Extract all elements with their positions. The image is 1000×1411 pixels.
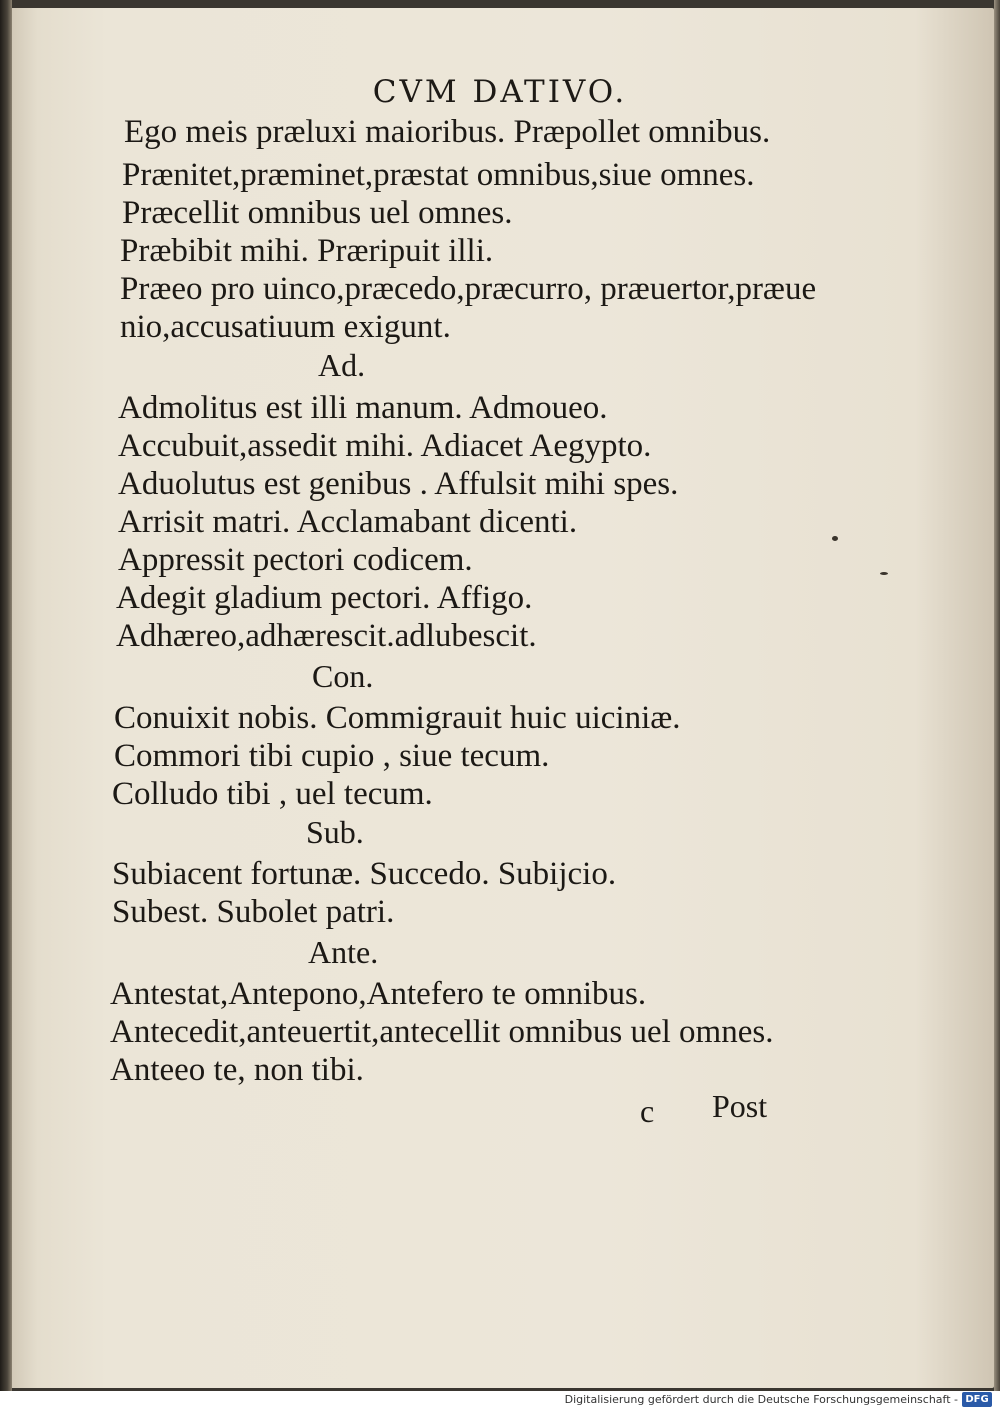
text-line: Accubuit,assedit mihi. Adiacet Aegypto.: [118, 428, 652, 464]
text-line: Aduolutus est genibus . Affulsit mihi spes.: [118, 466, 679, 502]
text-line: Adhæreo,adhærescit.adlubescit.: [116, 618, 537, 654]
section-heading-con: Con.: [312, 658, 374, 694]
running-header: CVM DATIVO.: [372, 74, 628, 110]
text-line: Anteeo te, non tibi.: [110, 1052, 364, 1088]
text-line: Ego meis præluxi maioribus. Præpollet omnibus.: [124, 114, 771, 150]
text-line: nio,accusatiuum exigunt.: [120, 309, 451, 345]
ink-speck: [832, 536, 838, 541]
text-line: Colludo tibi , uel tecum.: [112, 776, 433, 812]
section-heading-ante: Ante.: [308, 934, 379, 970]
text-line: Appressit pectori codicem.: [118, 542, 473, 578]
text-line: Conuixit nobis. Commigrauit huic uiciniæ.: [114, 700, 681, 736]
catchword: Post: [712, 1088, 768, 1124]
dfg-logo-icon: DFG: [962, 1392, 992, 1407]
text-line: Præeo pro uinco,præcedo,præcurro, præuertor,præue: [120, 271, 817, 307]
signature-mark: c: [640, 1093, 655, 1129]
text-line: Subest. Subolet patri.: [112, 894, 395, 930]
credit-bar: [0, 1391, 1000, 1411]
text-line: Arrisit matri. Acclamabant dicenti.: [118, 504, 578, 540]
section-heading-sub: Sub.: [306, 814, 364, 850]
text-line: Adegit gladium pectori. Affigo.: [116, 580, 533, 616]
text-line: Præcellit omnibus uel omnes.: [122, 195, 513, 231]
section-heading-ad: Ad.: [318, 347, 366, 383]
text-line: Commori tibi cupio , siue tecum.: [114, 738, 550, 774]
ink-speck: [880, 572, 888, 575]
text-line: Admolitus est illi manum. Admoueo.: [118, 390, 608, 426]
funding-credit: Digitalisierung gefördert durch die Deutsche Forschungsgemeinschaft -: [564, 1393, 958, 1406]
text-line: Præbibit mihi. Præripuit illi.: [120, 233, 494, 269]
text-line: Antecedit,anteuertit,antecellit omnibus uel omnes.: [110, 1014, 774, 1050]
text-line: Subiacent fortunæ. Succedo. Subijcio.: [112, 856, 617, 892]
text-line: Prænitet,præminet,præstat omnibus,siue omnes.: [122, 157, 755, 193]
text-line: Antestat,Antepono,Antefero te omnibus.: [110, 976, 647, 1012]
